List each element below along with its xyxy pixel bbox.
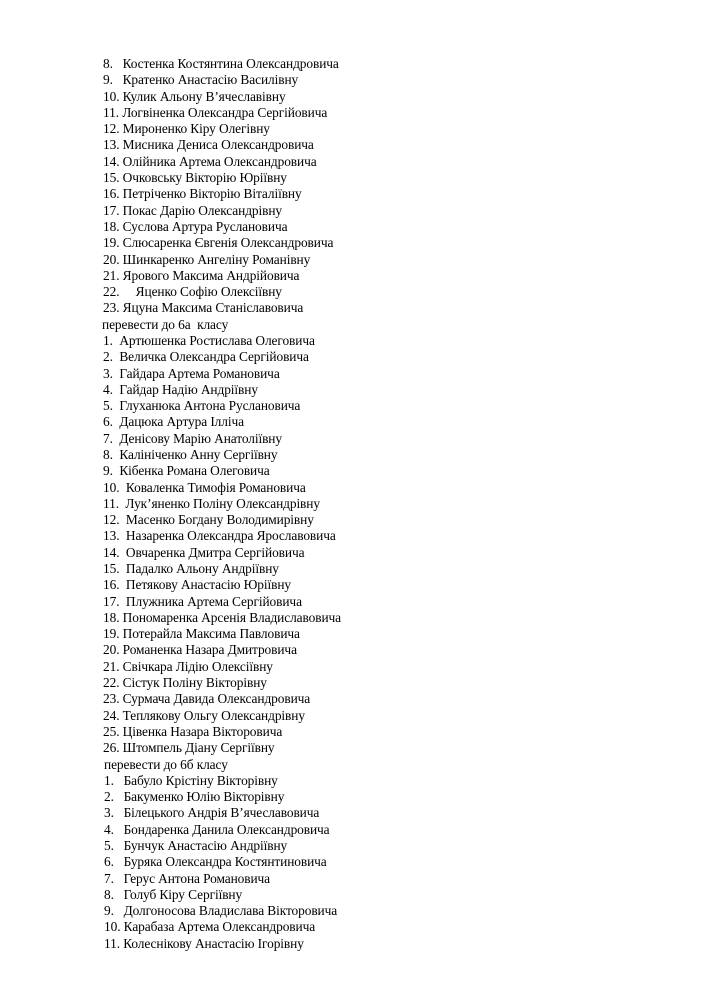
list-item: 6. Дацюка Артура Ілліча (103, 414, 244, 430)
list-item: 5. Глуханюка Антона Руслановича (103, 398, 301, 414)
list-item: 3. Білецького Андрія В’ячеславовича (104, 805, 320, 821)
list-item: 12. Масенко Богдану Володимирівну (103, 512, 314, 528)
list-item: 18. Суслова Артура Руслановича (103, 218, 288, 234)
list-item: 19. Потерайла Максима Павловича (103, 626, 300, 642)
list-item: 18. Пономаренка Арсенія Владиславовича (103, 609, 341, 625)
list-item: 11. Колеснікову Анастасію Ігорівну (104, 935, 304, 951)
list-item: 17. Плужника Артема Сергійовича (103, 593, 302, 609)
list-item: 26. Штомпель Діану Сергіївну (103, 740, 275, 756)
list-item: 13. Назаренка Олександра Ярославовича (103, 528, 336, 544)
list-item: 8. Костенка Костянтина Олександровича (103, 56, 339, 71)
list-item: 17. Покас Дарію Олександрівну (103, 202, 283, 218)
list-item: 7. Денісову Марію Анатоліївну (103, 430, 282, 446)
list-item: 1. Артюшенка Ростислава Олеговича (103, 332, 315, 348)
list-item: 9. Кібенка Романа Олеговича (103, 463, 270, 479)
list-item: 10. Коваленка Тимофія Романовича (103, 479, 306, 495)
list-item: 3. Гайдара Артема Романовича (103, 365, 280, 381)
list-item: 16. Петріченко Вікторію Віталіївну (103, 186, 302, 202)
list-item: 9. Кратенко Анастасію Василівну (103, 72, 299, 88)
list-item: 22. Сістук Поліну Вікторівну (103, 675, 267, 690)
list-item: 5. Бунчук Анастасію Андріївну (104, 837, 288, 853)
list-item: 1. Бабуло Крістіну Вікторівну (104, 772, 278, 788)
list-item: 7. Герус Антона Романовича (104, 870, 271, 886)
list-item: 9. Долгоносова Владислава Вікторовича (104, 903, 338, 919)
list-item: 12. Мироненко Кіру Олегівну (103, 121, 270, 137)
list-item: 23. Сурмача Давида Олександровича (103, 691, 311, 707)
section-heading: перевести до 6б класу (104, 756, 228, 772)
list-item: 21. Ярового Максима Андрійовича (103, 267, 300, 283)
list-item: 8. Голуб Кіру Сергіївну (104, 886, 243, 902)
list-item: 21. Свічкара Лідію Олексіївну (103, 658, 273, 674)
list-item: 24. Теплякову Ольгу Олександрівну (103, 707, 305, 723)
list-item: 20. Шинкаренко Ангеліну Романівну (103, 251, 311, 267)
list-item: 23. Яцуна Максима Станіславовича (103, 300, 304, 316)
list-item: 2. Бакуменко Юлію Вікторівну (104, 789, 285, 804)
list-item: 11. Лук’яненко Поліну Олександрівну (103, 495, 320, 511)
list-item: 14. Олійника Артема Олександровича (103, 153, 317, 169)
list-item: 10. Карабаза Артема Олександровича (104, 919, 316, 935)
list-item: 2. Величка Олександра Сергійовича (103, 349, 309, 365)
list-item: 16. Петякову Анастасію Юріївну (103, 577, 291, 593)
list-item: 22. Яценко Софію Олексіївну (103, 284, 282, 300)
list-item: 8. Калініченко Анну Сергіївну (103, 447, 278, 462)
list-item: 15. Падалко Альону Андріївну (103, 561, 279, 576)
section-heading: перевести до 6а класу (102, 316, 229, 332)
list-item: 20. Романенка Назара Дмитровича (103, 642, 297, 658)
list-item: 4. Гайдар Надію Андріївну (103, 381, 258, 397)
list-item: 13. Мисника Дениса Олександровича (103, 137, 314, 153)
list-item: 14. Овчаренка Дмитра Сергійовича (103, 544, 305, 560)
list-item: 15. Очковську Вікторію Юріївну (103, 170, 287, 185)
list-item: 4. Бондаренка Данила Олександровича (104, 821, 330, 837)
list-item: 10. Кулик Альону В’ячеславівну (103, 88, 286, 104)
list-item: 25. Цівенка Назара Вікторовича (103, 723, 283, 739)
list-item: 11. Логвіненка Олександра Сергійовича (103, 104, 328, 120)
list-item: 6. Буряка Олександра Костянтиновича (104, 854, 327, 870)
list-item: 19. Слюсаренка Євгенія Олександровича (103, 235, 334, 251)
